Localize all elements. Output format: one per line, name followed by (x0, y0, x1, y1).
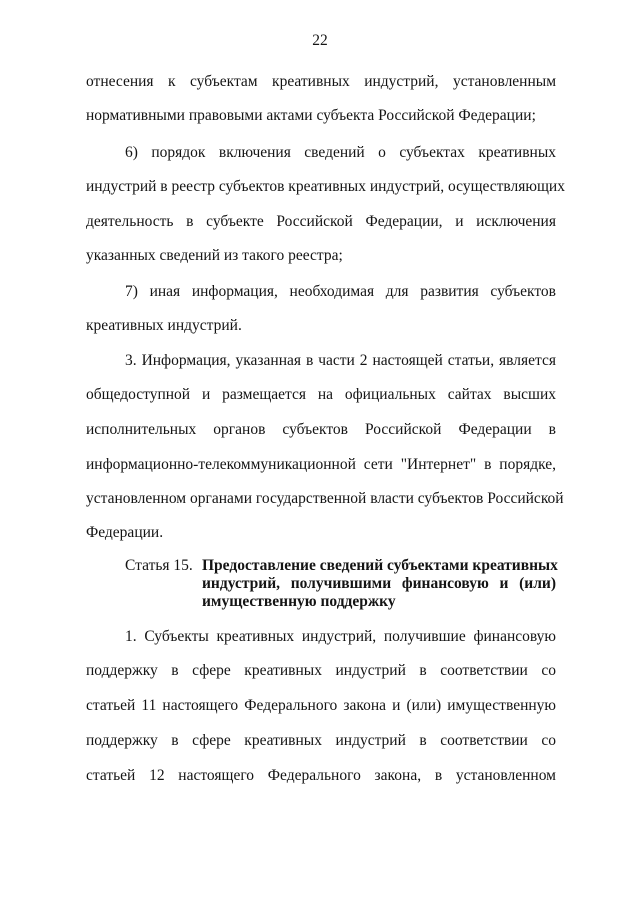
text-line: нормативными правовыми актами субъекта Российской Федерации; (86, 107, 536, 124)
article-label: Статья 15. (125, 557, 193, 574)
text-line: статьей 12 настоящего Федерального закона, в установленном (86, 767, 556, 784)
text-line: поддержку в сфере креативных индустрий в соответствии со (86, 662, 556, 679)
text-line: установленном органами государственной власти субъектов Российской (86, 490, 564, 507)
text-line: отнесения к субъектам креативных индустрий, установленным (86, 73, 556, 90)
text-line: креативных индустрий. (86, 317, 242, 334)
text-line: деятельность в субъекте Российской Федерации, и исключения (86, 213, 556, 230)
text-line: 1. Субъекты креативных индустрий, получившие финансовую (125, 628, 556, 645)
text-line: Федерации. (86, 524, 164, 541)
article-title-line: имущественную поддержку (202, 593, 396, 610)
text-line: информационно-телекоммуникационной сети "Интернет" в порядке, (86, 456, 556, 473)
page-number: 22 (312, 32, 328, 49)
text-line: 3. Информация, указанная в части 2 настоящей статьи, является (125, 352, 556, 369)
text-line: общедоступной и размещается на официальных сайтах высших (86, 386, 556, 403)
article-title-line: Предоставление сведений субъектами креативных (202, 557, 558, 574)
text-line: индустрий в реестр субъектов креативных индустрий, осуществляющих (86, 178, 565, 195)
text-line: 6) порядок включения сведений о субъектах креативных (125, 144, 556, 161)
text-line: статьей 11 настоящего Федерального закона и (или) имущественную (86, 697, 556, 714)
text-line: исполнительных органов субъектов Российской Федерации в (86, 421, 556, 438)
text-line: указанных сведений из такого реестра; (86, 247, 343, 264)
text-line: поддержку в сфере креативных индустрий в соответствии со (86, 732, 556, 749)
text-line: 7) иная информация, необходимая для развития субъектов (125, 283, 556, 300)
article-title-line: индустрий, получившими финансовую и (или) (202, 575, 556, 592)
